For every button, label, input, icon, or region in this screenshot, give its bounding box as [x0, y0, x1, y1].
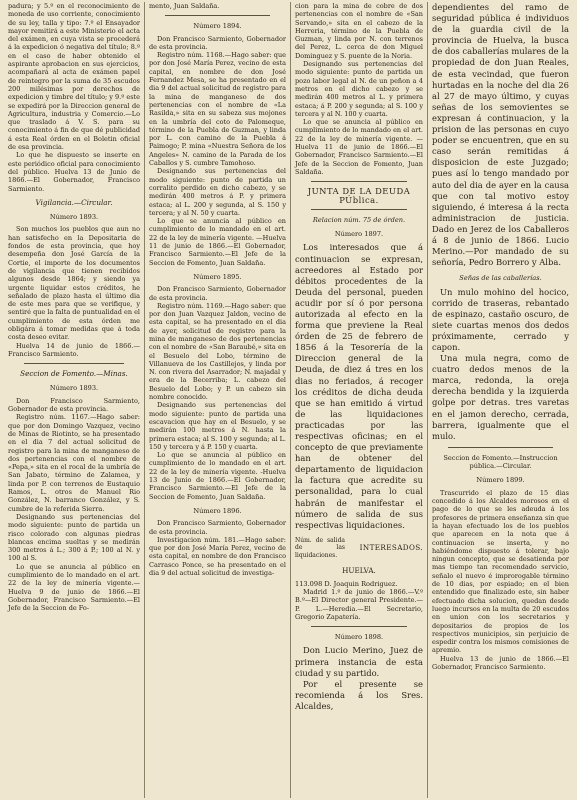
paragraph: mento, Juan Saldaña.	[149, 2, 220, 10]
large-text-block	[295, 242, 423, 530]
paragraph: Son muchos los pueblos que aun no han satisfecho en la Depositaria de fondos de esta provincia, que hoy desempeña don José García de la Cortie, el importe de los documentos de vigilancia que tienen recibidos algunos desde 1864; y siendo ya urgente liquidar estos créditos, he señalado de plazo hasta el último dia de este mes para que se verifique, y sentiré que la falta de puntualidad en el cumplimiento de esta órden me obligára á tomar medidas que á toda costa deseo evitar.	[8, 225, 140, 342]
section-title: JUNTA DE LA DEUDA PÚblica.	[307, 186, 411, 205]
notice-number: Número 1898.	[334, 633, 384, 642]
section-heading: Vigilancia.—Circular.	[35, 197, 113, 207]
notice-number: Número 1894.	[193, 22, 242, 31]
paragraph: Designando sus pertenencias del modo siguiente: punto de partida un risco colorado con algunas piedras blancas encima sueltas y se medirán 300 metros á L.; 300 á P.; 100 al N. y 100 al S.	[8, 512, 140, 563]
section-heading: Seccion de Fomento.—Minas.	[20, 369, 128, 379]
relacion-label: Relacion núm. 75 de órden.	[312, 215, 406, 224]
paragraph: Huelva 13 de junio de 1866.—El Gobernador, Francisco Sarmiento.	[432, 654, 569, 671]
paragraph: cion para la mina de cobre de dos pertenencias con el nombre de «San Servando,» sita en el cabezo de la Herreria, término de la Puebla de Guzman, y linda por N. con terrenos del Perez, L. cerca de don Miguel Dominguez y S. puente de la Noria.	[295, 2, 423, 60]
divider	[311, 181, 407, 182]
paragraph: Don Francisco Sarmiento, Gobernador de esta provincia.	[8, 396, 140, 414]
section-heading: Señas de las caballerías.	[459, 274, 542, 283]
paragraph: Registro núm. 1167.—Hago saber: que por don Domingo Vazquez, vecino de Minas de Riotinto, se ha presentado en el dia 7 del actual solicitud de registro para la mina de manganeso de dos pertenencias con el nombre de «Pepa,» sita en el rocal de la umbría de San Jabato, término de Zalamea, y linda por P. con terrenos de Eustaquio Ramos, L. otros de Manuel Rio González, N. barranco González, y S. cumbre de la referida Sierra.	[8, 413, 140, 513]
paragraph: Designando sus pertenencias del modo siguiente: punto de partida una escavacion que hay en el Besuelo, y se medirán 100 metros á N. hasta la primera estaca; al S. 100 y segunda; al L. 150 y tercera y á P. 150 y cuarta.	[149, 401, 286, 451]
paragraph: dependientes del ramo de seguridad pública é individuos de la guardia civil de la provincia de Huelva, la busca de dos caballerías mulares de la propiedad de don Juan Reales, de esta vecindad, que fueron hurtadas en la noche del dia 26 al 27 de mayo último, y cuyas señas de los semovientes se expresan á continuacion, y la prision de las personas en cuyo poder se encuentren, que en su caso serán remitidas á disposicion de este Juzgado; pues así lo tengo mandado por auto del dia de ayer en la causa que con tal motivo estoy siguiendo, é interesa á la recta administracion de justicia. Dado en Jerez de los Caballeros á 8 de junio de 1866. Lucio Merino.—Por mandado de su señoría, Pedro Borrero y Alba.	[432, 2, 569, 268]
divider	[311, 626, 407, 627]
divider	[311, 209, 407, 210]
paragraph: Don Francisco Sarmiento, Gobernador de esta provincia.	[149, 519, 286, 536]
paragraph: Lo que se anuncia al público en cumplimiento de lo mandado en el art. 22 de la ley de minería vigente. —Huelva 11 de junio de 1866.—El Gobernador, Francisco Sarmiento.—El Jefe de la Seccion de Fomento, Juan Saldaña.	[295, 118, 423, 176]
paragraph: Los interesados que á continuacion se expresan, acreedores al Estado por débitos procedentes de la Deuda del personal, pueden acudir por sí ó por persona autorizada al efecto en la forma que previene la Real órden de 25 de febrero de 1856 á la Tesorería de la Direccion general de la Deuda, de diez á tres en los dias no feriados, á recoger los créditos de dicha deuda que se han emitido á virtud de las liquidaciones practicadas por las respectivas oficinas; en el concepto de que previamente han de obtener del departamento de liquidacion la factura que acredite su personalidad, para lo cual habrán de manifestar el número de salida de sus respectivas liquidaciones.	[295, 242, 423, 530]
large-text-block	[432, 2, 569, 268]
large-text-block	[432, 287, 569, 442]
notice-number: Número 1893.	[49, 213, 99, 222]
salida-label: Núm. de salida de las liquidaciones.	[295, 536, 345, 559]
notice-number: Número 1897.	[334, 230, 384, 239]
paragraph: padura; y 5.º en el reconocimiento de moneda de uso corriente, conocimiento de su ley, talla y tipo: 7.º el Ensayador mayor remitirá a este Ministerio el acta del exámen, en cuya vista se procederá á la expedicion ó negativa del título; 8.º en el caso de haber obtenido el aspirante aprobacion en sus ejercicios, acompañará al acta de exámen papel de reintegro por la suma de 35 escudos 200 milésimas por derechos de expedicion y timbre del título; y 9.º este se expedirá por la Direccion general de Agricultura, industria y Comercio.—Lo que traslado á V. S. para su conocimiento á fin de que dé publicidad á esta Real órden en el Boletin oficial de esa provincia.	[8, 2, 141, 152]
province-heading: HUELVA.	[342, 566, 376, 576]
divider	[165, 15, 270, 16]
paragraph: Lo que se anuncia al público en cumplimiento de lo mandado en el art. 22 de la ley de minería vigente. -Huelva 13 de Junio de 1866.—El Gobernador, Francisco Sarmiento.—El Jefe de la Seccion de Fomento, Juan Saldaña.	[149, 451, 286, 501]
interesados-header	[295, 537, 423, 560]
notice-number: Número 1895.	[193, 272, 242, 281]
paragraph: Lo que se anuncia al público en cumplimiento de lo mandado en el art. 22 de la ley de minería vigente.—Huelva 9 de junio de 1866.—El Gobernador, Francisco Sarmiento.—El Jefe de la Seccion de Fo-	[8, 562, 140, 613]
paragraph: Un mulo mohino del hocico, corrido de traseras, rebantado de espinazo, castaño oscuro, de siete cuartas menos dos dedos próximamente, cerrado y capon.	[432, 286, 569, 353]
large-text-block	[295, 645, 423, 712]
paragraph: Lo que se anuncia al público en cumplimiento de lo mandado en el art. 22 de la ley de minería vigente. —Huelva 11 de junio de 1866.—El Gobernador, Francisco Sarmiento.—El Jefe de la Seccion de Fomento, Juan Saldaña.	[149, 217, 286, 267]
paragraph: Huelva 14 de junio de 1866.—Francisco Sarmiento.	[8, 341, 140, 358]
column-1	[4, 2, 144, 798]
divider	[448, 447, 553, 448]
paragraph: Registro núm. 1169.—Hago saber: que por don Juan Vazquez Jaldon, vecino de esta capital, se ha presentado en el dia de ayer, solicitud de registro para la mina de manganeso de dos pertenencias con el nombre de «San Baraubé,» sita en el Besuelo del Lobo, término de Villanueva de los Castillejos, y linda por N. con rivera del Asarrador; N. majadal y era de la Becerriba; L. cabezo del Besuelo del Lobo; y P. un cabezo sin nombre conocido.	[149, 301, 286, 402]
column-2	[144, 2, 290, 798]
divider	[24, 363, 124, 364]
notice-number: Número 1896.	[193, 506, 242, 515]
paragraph: Lo que he dispuesto se inserte en este periódico oficial para conocimiento del público. Huelva 13 de Junio de 1866.—El Gobernador, Francisco Sarmiento.	[8, 151, 140, 193]
paragraph: Designando sus pertenencias del modo siguiente: punto de partida un corralito perdido en dicho cabezo, y se medirán 400 metros á P. y primera estaca; al L. 200 y segunda, al S. 150 y tercera; y al N. 50 y cuarta.	[149, 167, 286, 217]
paragraph: Madrid 1.º de junio de 1866.—V.º B.º—El Director general Presidente.—P. L.—Heredia.—El Secretario, Gregorio Zapatería.	[295, 587, 423, 621]
paragraph: Investigacion núm. 181.—Hago saber: que por don José María Perez, vecino de esta capital, en nombre de don Francisco Carrasco Ponce, se ha presentado en el dia 9 del actual solicitud de investiga-	[149, 535, 286, 577]
notice-number: Número 1899.	[476, 476, 525, 485]
interesados-label: INTERESADOS.	[359, 542, 423, 552]
paragraph: Designando sus pertenencias del modo siguiente: punto de partida un pozo labor legal al N. de un peñon a 4 metros en el dicho cabezo y se medirán 400 metros al L. y primera estaca; á P. 200 y segunda; al S. 100 y tercera y al N. 100 y cuarta.	[295, 60, 423, 118]
column-4	[427, 2, 573, 798]
section-heading: Seccion de Fomento.—Instruccion pública.—Circular.	[443, 453, 558, 471]
paragraph: Don Francisco Sarmiento, Gobernador de esta provincia.	[149, 34, 286, 51]
paragraph: Registro núm. 1168.—Hago saber: que por don José María Perez, vecino de esta capital, en nombre de don José Fernandez Mesa, se ha presentado en el dia 9 del actual solicitud de registro para la mina de manganeso de dos pertenencias con el nombre de «La Rasilda,» sita en su sabeza sus mojones en la umbría del coto de Palomeque, término de la Puebla de Guzman, y linda por L. con camino de la Puebla á Paimogo; P. mina «Nuestra Señora de los Angeles» N. camino de la Parada de los Caballos y S. cumbre Tamohoso.	[149, 51, 286, 168]
paragraph: Trascurrido el plazo de 15 dias concedido á los Alcaldes morosos en el pago de lo que se les adeuda á los profesores de primera enseñanza sin que la hayan efectuado los de los pueblos que aparecen en la nota que á continuacion se inserta, y no habiéndome dispuesto á tolerar, bajo ningun concepto, que se desatienda por mas tiempo tan recomendado servicio, señalo el nuevo é improrogable término de 10 dias, por espiado; en el bien entendido que finalizado este, sin haber efectuado dicha solucion, quedan desde luego incursos en la multa de 20 escudos en union con los secretarios y depositarios de propios de los respectivos municipios, sin perjuicio de espedir contra los mismos comisiones de apremio.	[432, 488, 569, 655]
column-3	[290, 2, 427, 798]
notice-number: Número 1893.	[49, 384, 99, 393]
entry-line: 113.098 D. Joaquin Rodriguez.	[295, 579, 398, 588]
paragraph: Don Lucio Merino, Juez de primera instancia de esta ciudad y su partido.	[295, 645, 423, 678]
paragraph: Don Francisco Sarmiento, Gobernador de esta provincia.	[149, 285, 286, 302]
paragraph: Una mula negra, como de cuatro dedos menos de la marca, redonda, la oreja derecha bendida y la izquierda golpe por detras. tres varetas en el jamon derecho, cerrada, barrera, igualmente que el mulo.	[432, 353, 569, 441]
paragraph: Por el presente se recomienda á los Sres. Alcaldes,	[295, 678, 423, 711]
